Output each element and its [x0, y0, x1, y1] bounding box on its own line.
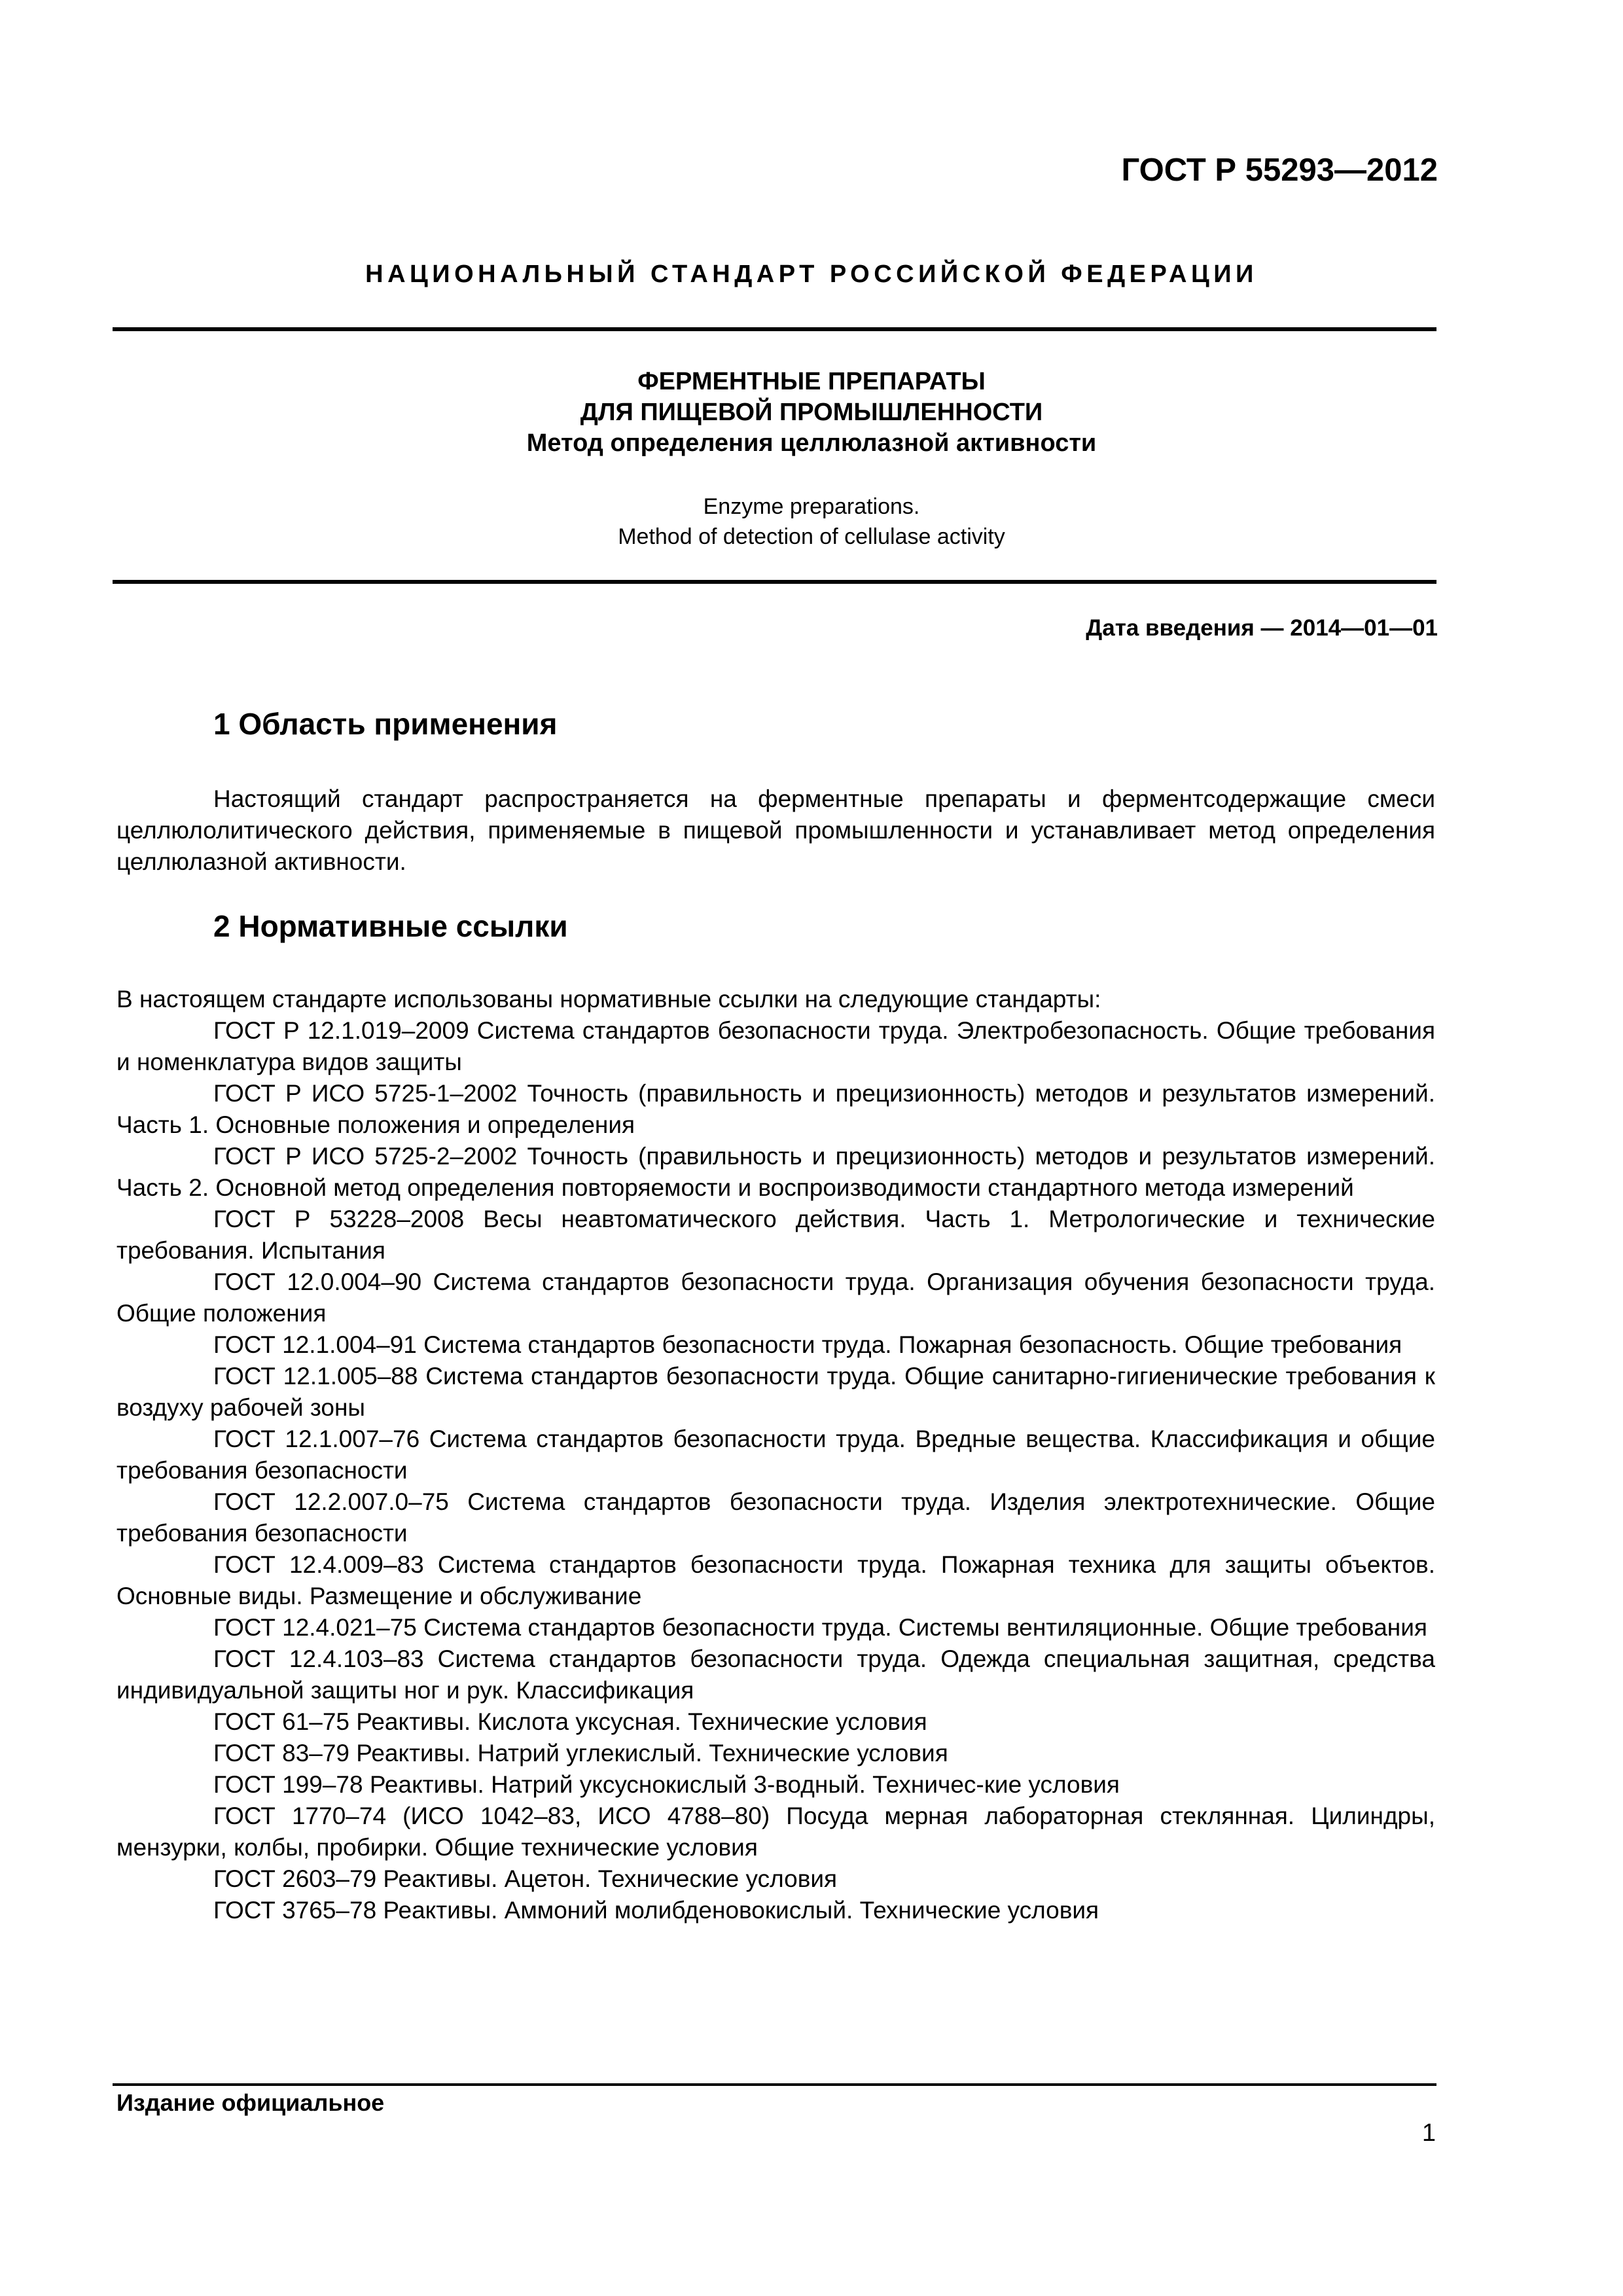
document-code: ГОСТ Р 55293—2012 [1121, 152, 1438, 188]
reference-item: ГОСТ 3765–78 Реактивы. Аммоний молибденовокислый. Технические условия [213, 1897, 1099, 1924]
introduction-date: Дата введения — 2014—01—01 [1086, 615, 1438, 641]
reference-item: ГОСТ 61–75 Реактивы. Кислота уксусная. Технические условия [213, 1708, 927, 1735]
title-line-1: ФЕРМЕНТНЫЕ ПРЕПАРАТЫ [637, 368, 986, 395]
official-edition-note: Издание официальное [116, 2089, 385, 2116]
reference-item: ГОСТ Р ИСО 5725-2–2002 Точность (правильность и прецизионность) методов и результатов измерений. Часть 2. Основной метод определения повторяемости и воспроизводимости стандартного метода измерений [116, 1143, 1435, 1201]
english-title-line-2: Method of detection of cellulase activity [618, 524, 1005, 549]
reference-item: ГОСТ 12.1.005–88 Система стандартов безопасности труда. Общие санитарно-гигиенические требования к воздуху рабочей зоны [116, 1363, 1435, 1421]
top-rule [113, 327, 1436, 331]
reference-item: ГОСТ Р ИСО 5725-1–2002 Точность (правильность и прецизионность) методов и результатов измерений. Часть 1. Основные положения и определения [116, 1080, 1435, 1138]
references-intro: В настоящем стандарте использованы нормативные ссылки на следующие стандарты: [116, 986, 1101, 1013]
reference-item: ГОСТ 12.0.004–90 Система стандартов безопасности труда. Организация обучения безопасности труда. Общие положения [116, 1268, 1435, 1327]
reference-item: ГОСТ 12.4.009–83 Система стандартов безопасности труда. Пожарная техника для защиты объектов. Основные виды. Размещение и обслуживание [116, 1551, 1435, 1609]
reference-item: ГОСТ Р 53228–2008 Весы неавтоматического действия. Часть 1. Метрологические и технические требования. Испытания [116, 1206, 1435, 1264]
section-1-text: Настоящий стандарт распространяется на ферментные препараты и ферментсодержащие смеси целлюлолитического действия, применяемые в пищевой промышленности и устанавливает метод определения целлюлазной активности. [116, 785, 1435, 875]
footer-rule [113, 2083, 1436, 2086]
title-bottom-rule [113, 580, 1436, 584]
reference-item: ГОСТ 12.4.103–83 Система стандартов безопасности труда. Одежда специальная защитная, средства индивидуальной защиты ног и рук. Классификация [116, 1645, 1435, 1704]
reference-item: ГОСТ 12.1.004–91 Система стандартов безопасности труда. Пожарная безопасность. Общие требования [213, 1331, 1402, 1358]
reference-item: ГОСТ 1770–74 (ИСО 1042–83, ИСО 4788–80) Посуда мерная лабораторная стеклянная. Цилиндры, мензурки, колбы, пробирки. Общие технические условия [116, 1803, 1435, 1861]
reference-item: ГОСТ 199–78 Реактивы. Натрий уксуснокислый 3-водный. Техничес-кие условия [213, 1771, 1120, 1798]
reference-item: ГОСТ 12.2.007.0–75 Система стандартов безопасности труда. Изделия электротехнические. Общие требования безопасности [116, 1488, 1435, 1547]
page-number: 1 [1421, 2119, 1436, 2147]
reference-item: ГОСТ 12.4.021–75 Система стандартов безопасности труда. Системы вентиляционные. Общие требования [213, 1614, 1427, 1641]
references-block [116, 984, 1435, 1926]
reference-item: ГОСТ Р 12.1.019–2009 Система стандартов безопасности труда. Электробезопасность. Общие требования и номенклатура видов защиты [116, 1017, 1435, 1075]
title-line-3: Метод определения целлюлазной активности [526, 429, 1097, 457]
section-2-heading: 2 Нормативные ссылки [213, 909, 568, 943]
english-title-line-1: Enzyme preparations. [703, 494, 920, 519]
reference-item: ГОСТ 83–79 Реактивы. Натрий углекислый. Технические условия [213, 1740, 948, 1767]
reference-item: ГОСТ 2603–79 Реактивы. Ацетон. Технические условия [213, 1865, 838, 1892]
section-1-heading: 1 Область применения [213, 707, 558, 741]
title-line-2: ДЛЯ ПИЩЕВОЙ ПРОМЫШЛЕННОСТИ [580, 399, 1043, 426]
reference-item: ГОСТ 12.1.007–76 Система стандартов безопасности труда. Вредные вещества. Классификация и общие требования безопасности [116, 1426, 1435, 1484]
national-standard-title: НАЦИОНАЛЬНЫЙ СТАНДАРТ РОССИЙСКОЙ ФЕДЕРАЦИИ [365, 260, 1258, 288]
